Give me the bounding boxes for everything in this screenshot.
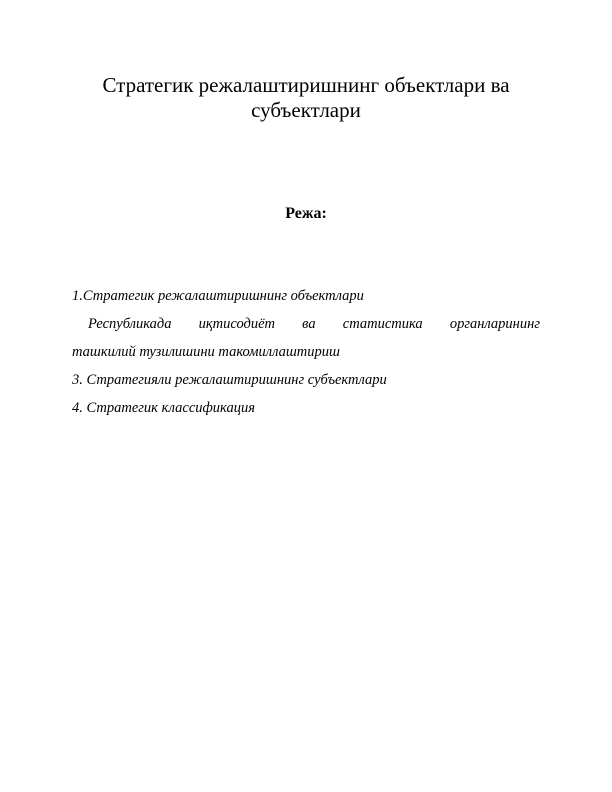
document-title-line1: Стратегик режалаштиришнинг объектлари ва <box>102 73 510 97</box>
plan-item-2-word: иқтисодиёт <box>198 316 276 332</box>
plan-item-4: 4. Стратегик классификация <box>72 400 255 416</box>
plan-list <box>72 282 540 422</box>
document-title-line2: субъектлари <box>251 98 361 122</box>
plan-heading: Режа: <box>285 205 327 222</box>
plan-item-2-word: Республикада <box>88 316 172 332</box>
plan-item-2-line1 <box>72 310 540 338</box>
plan-item-2-word: статистика <box>342 316 423 332</box>
plan-item-2-word: органларининг <box>449 316 540 332</box>
plan-item-1: 1.Стратегик режалаштиришнинг объектлари <box>72 288 364 304</box>
document-title <box>72 73 540 123</box>
plan-item-2-word: ва <box>302 316 316 332</box>
plan-item-3: 3. Стратегияли режалаштиришнинг субъектлари <box>72 372 387 388</box>
plan-item-2-line2: ташкилий тузилишини такомиллаштириш <box>72 344 340 360</box>
